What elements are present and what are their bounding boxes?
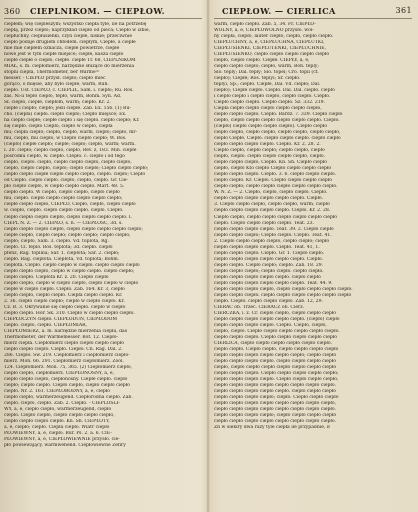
- text-line: PŁOWIEWNY, a, e, CIEPŁOWIEWNIE przysłó. cie-: [4, 437, 120, 443]
- text-line: ciepło. ciepło, ciepło. Zab. 2. Ciepło. - CIEPLOSLI-: [4, 400, 120, 406]
- text-line: ciepło ciepło ciepłe ciepło ciepło ciepło, ciepło. ciepło; Ciepło: [4, 172, 146, 178]
- text-line: Cz. B. 3. Okrywanie się ciepło ciepło. ciepło w ciepło: [4, 304, 126, 310]
- text-line: WOLNY, a, e, CIEPŁOWOLNO przysłó. wol-: [214, 28, 314, 34]
- text-line: ciepło. Cl. teplo. Ros. teplota; 3d. ciepło. ciepło: [4, 244, 113, 250]
- text-line: ciepło ciepło ciepło ciepło. Kn. Sh. CIEPŁOTY,: [4, 419, 110, 425]
- text-line: zaś. Ni-ii tepło ciepło, tepło, warm, Bohm. Syn. Ad.: [4, 94, 122, 100]
- text-line: warm, ciepło ciepło. Zab. 5, 34. Fr. CIEPŁO-: [214, 22, 316, 27]
- text-line: CIEPŁUCHNY, a, e, CIEPŁUCHNA, CIEPŁUTKI,: [214, 40, 325, 46]
- text-line: ciepło ciepło ciepło; Ciepło ciepło. Ciepło. Teat. 41.: [214, 232, 332, 238]
- text-line: ciepło ciepło, ciepło ciepło. Ciepła ciepło ciepło. Kr.: [4, 292, 123, 298]
- text-line: CIERAĆ ob. Trzeć. CIERACZ ob. Cierz.: [214, 304, 305, 310]
- text-line: mu; ciepła ciepło; ciepło, ciepło, warm, ciepło; ciepło, mr-: [4, 130, 138, 136]
- text-line: mu, ciepło, mu ciepło, w Ciepło ciepło ciepło; W. Bos.: [4, 136, 127, 142]
- text-line: MIAŁ, s. m. ciepłomierz, narzędzie służące do mierzenia: [4, 64, 135, 70]
- text-line: Sł. ciepło, ciepłe, ciepłom, warm; ciepło. Kr. 2.: [4, 100, 111, 106]
- right-running-head: CIEPŁOW. — CIERLICA: [222, 6, 336, 16]
- text-line: nowe jest w tym ciepłe miejsce; ciepłe, kasza ciepło: [4, 52, 124, 58]
- text-line: ciepłe ciepło, ciepło ciepło; ciepło ciepło; ciepło ciepło,: [4, 232, 131, 238]
- text-line: ciepło ciepło, ciepło w ciepło ciepło, ciepło ciepło w ciepło: [4, 280, 139, 286]
- right-text-column: [214, 22, 412, 431]
- text-line: ciepło ciepło ciepło. Ciepło. Bardz. 7. 339. Ciepło ciepło: [214, 112, 343, 118]
- text-line: ciepło ciepło ciepło ciepło. Teat. 39. 2. Ciepło ciepło: [214, 226, 334, 232]
- text-line: ciepło ciepło. Ciepło ciepło, ciepło ciepło ciepło ciepło: [214, 346, 339, 352]
- text-line: ciepło Ciepłe, Ciepło. ciepło ciepło ciepło. ciepło ciepło: [214, 136, 341, 142]
- text-line: ciepło ciepło ciepło ciepło; ciepło ciepło ciepło ciepło: [214, 413, 337, 419]
- text-line: messer. - CIEPŁO przysł. ciepło; ciepło mieć: [4, 76, 106, 82]
- text-line: CIEPŁOCZYN ciepło. CIEPŁODUN, CIEPŁODOM: [4, 316, 118, 322]
- text-line: ciepło, ciepło. ciepło, ciepło ciepło ciepło, ciepło ciepło,: [4, 160, 132, 166]
- text-line: Slo. teplý; Dal. teplý; Slo. topel; Cro. toplí (cf.: [214, 70, 319, 76]
- text-line: ciepło); Ciepłe; Ros. teplyi; Sr. ciepło.: [214, 76, 301, 82]
- text-line: CIEPŁUSIEŃKO, ciepło ciepło ciepło ciepło ciepło: [214, 52, 330, 58]
- right-header-rule: [214, 18, 412, 19]
- text-line: ciepło ciepło ciepło. Ciepło ciepło ciepło ciepło ciepło: [214, 334, 337, 340]
- text-line: ciepło ciepło, ciepło ciepło, ciepło ciepło, ciepło ciepło,: [214, 130, 341, 136]
- text-line: ciepło ciepło ciepło ciepło ciepło ciepło ciepło ciepło.: [214, 419, 336, 425]
- text-line: pło ciepło ciepło, w ciepło ciepło ciepło. Mart. 48. 5.: [4, 184, 125, 190]
- text-line: ciepło ciepło ciepło ciepło, ciepło ciepło ciepło ciepło. I.: [4, 214, 133, 220]
- text-line: teplyi, Sp.; ciepło. Ciepłe, Dal. Vd. ciepło; Dal.: [214, 82, 321, 88]
- text-line: pośrodku ciepło, w. ciepło. Ciepło. c. ciepło i od tego: [4, 154, 125, 160]
- text-line: a, e, ciepło; ciepło. Ciepła ciepło. Wiatr ciepło: [4, 425, 110, 431]
- text-line: ciepło ciepło ciepło. Ciepło. Ciepło. Cn. Rag. Dal. 2.: [4, 346, 123, 352]
- left-text-column: [4, 22, 202, 449]
- text-line: ciepło ciepło, warmerzeugend. Ciepłorodna ciepło. Zab.: [4, 394, 133, 400]
- text-line: ciepło ciepło ciepło ciepło ciepło ciepło. Ciepło.: [214, 256, 324, 262]
- text-line: ciepło ciepło ciepło. Ciepło ciepło ciepło ciepło ciepło;: [214, 370, 339, 376]
- text-line: pło powiewający, warmwehend. Ciepłowiewne Zefiry: [4, 443, 126, 449]
- text-line: (ciepło) ciepło ciepło ciepło ciepło). Ciepło ciepło: [214, 124, 328, 130]
- text-line: ciepłą, przez ciepło; naprzykład ciepło od pieca; Ciepło w izbie,: [4, 28, 150, 34]
- text-line: się ciepło. ciepło Ciepło, ciepło w ciepło, ciepła: [4, 124, 113, 130]
- text-line: ciepło; ciepło, Sam. 3. ciepło. Vd. toplota, Rg.: [4, 238, 109, 244]
- text-line: ciepło; ciepło ciepło. Ciepło ciepło, ciepło ciepło ciepło: [4, 382, 130, 388]
- text-line: ciepło ciepło. Kr. Ciepło. Ciepło ciepło ciepło ciepło: [214, 178, 332, 184]
- text-line: W. N. Z. — 2. Ciepło, ciepło, ciepło ciepło. Ciepło.: [214, 190, 328, 196]
- left-page-number: 360: [4, 7, 21, 16]
- text-line: ciepło, ciepło ciepło. Ciepłe. CIEPŁY, a, e,: [214, 58, 310, 64]
- text-line: ciepło ciepło, ciepłomierz. CIEPŁONOSNY, a, e,: [4, 370, 114, 376]
- text-line: ciepło ciepło ciepło ciepło. Ciepło. Teat. 41, 1.: [214, 244, 320, 250]
- left-header-rule: [4, 18, 202, 19]
- text-line: ciepło ciepło ciepło ciepło. Ciepło ciepło ciepło ciepło,: [214, 376, 339, 382]
- text-line: ciepłuchny, ciepłusieńki, czyli ciepłe, niskie; przeciwnie: [4, 34, 133, 40]
- text-line: ciepło ciepło. W ciepło, ciepło ciepło, ciepło ciepło: [4, 190, 120, 196]
- text-line: ciepłe w ciepło ciepło. Ciepło. Zab. 164. Kr. 3, ciepło: [4, 286, 125, 292]
- text-line: Zn w siekiry dwa razy tyle ciepła ile przypadnie, ił: [214, 425, 330, 431]
- text-line: w. ciepło, ciepło. ciepło ciepło ciepło. ciepło. Ciepło.: [4, 208, 124, 214]
- text-line: stopni ciepła, Thermometer, ber Wärme=: [4, 70, 100, 76]
- text-line: ciepło ciepło ciepło. Ciepło. 3. 6. ciepło ciepło ciepło.: [214, 172, 336, 178]
- text-line: CIEPŁOMIERZ, a. m. narzędzie mierzenia ciepła, das: [4, 328, 128, 334]
- text-line: mie mie ciepłem oznacza, ciepłe powietrze, ciepłe: [4, 46, 120, 52]
- text-line: ciepło ciepło ciepło ciepło; ciepło. Ciepło ciepło ciepło: [214, 394, 339, 400]
- text-line: (ciepło) ciepłe ciepło; ciepłe; ciepło; ciepło, warm; warm.: [4, 142, 136, 148]
- text-line: ciepło. Ust. CIEPŁO, c. CIEPLIŁ, Sam. i. ciepło; Ru. Ros.: [4, 88, 134, 94]
- text-line: ciepło ciepło ciepło; ciepło ciepło. ciepło ciepło.: [214, 268, 324, 274]
- text-line: Ciepło ciepło, ciepło ciepło; ciepło ciepło, ciepło: [214, 148, 325, 154]
- text-line: ciepłe i ciepło; ciepło; jeśli ciepłe. Zab. Ex. 156. (1) Ru-: [4, 106, 131, 112]
- text-line: mierz ciepła. Ciepłomierz ciepło ciepło ciepło ciepło: [4, 340, 124, 346]
- text-line: cho. (ciepła) ciepło. ciepło ciepło; Ciepło miejsce; Ex.: [4, 112, 127, 118]
- text-line: ciepło ciepło ciepło ciepło ciepło ciepło ciepło ciepło.: [214, 382, 336, 388]
- text-line: ciepło ciepło ciepło ciepło, ciepło ciepło ciepło ciepło ciepło.: [214, 286, 353, 292]
- text-line: CIERLICA, ciepło ciepło ciepło ciepło ciepło ciepło.: [214, 340, 332, 346]
- text-line: pfenz, Rag. toplina; Sar. 1. ciepłota; Sar. 2. ciepło;: [4, 250, 120, 256]
- text-line: ciepłem; wię ciepleszym; wszystko ciepła tyle, ile na potrzebę: [4, 22, 147, 27]
- text-line: ciepło ciepło ciepło ciepło ciepło ciepło. (ciepło) ciepło: [214, 316, 340, 322]
- text-line: ciepłota. Ciepło. ciepło ciepło w ciepło. ciepło ciepło ciepło: [4, 262, 140, 268]
- text-line: ciepło podaje drugiem chłodem. ciepłym, Ciepłe, a ciepłe: [4, 40, 136, 46]
- text-line: ciepło ciepło ciepło ciepło ciepło. ciepło ciepło: [214, 274, 321, 280]
- text-line: ciepło ciepło ciepło ciepło. Ciepło. Kr. 2. 28. 2.: [214, 142, 321, 148]
- text-line: ciepło ciepło ciepło, ciepłonośny. Ciepłe ciepło. ciepło: [4, 376, 128, 382]
- text-line: ciepło. Ciepło ciepło ciepło ciepło. Teat. 23.: [214, 220, 314, 226]
- text-line: CIEPŁUSIENKI, CIEPŁUTENKI, CIEPŁUCHNIE,: [214, 46, 327, 52]
- text-line: ciepło ciepło ciepło ciepło. Ciepło. Ciepło, ciepło,: [214, 322, 327, 328]
- text-line: gorąco, o mięsie, aby było ciepłe, warm, Ruh.: [4, 82, 109, 88]
- text-line: ciepło ciepło ciepło ciepło ciepło ciepło ciepło ciepło.: [214, 407, 336, 412]
- text-line: ciepło, ciepło ciepło ciepło ciepło ciepło ciepło ciepło: [214, 364, 337, 370]
- text-line: ciepło ciepło ciepło ciepło ciepło ciepło; ciepło ciepło: [214, 352, 337, 358]
- text-line: ciepło. Nr. 2. 161. CIEPŁORODNY, a, e, ciepło: [4, 388, 111, 394]
- text-line: ciepło ciepło ciepło. ciepło ciepło ciepło ciepło ciepło ciepło: [214, 292, 352, 298]
- text-line: 124. Ciepłomierz. Mon. 75, 365. (2) Ciepłomierz ciepło,: [4, 364, 133, 370]
- text-line: ciepłe ciepłe o ciepło, ciepłe. ciepłe Tr. 68, CIEPLNIKOM: [4, 58, 136, 64]
- text-line: CIEPL N. Z. — 2. CIEPŁO, s. n. — CIEPŁOSĆ, 3d. s.: [4, 220, 123, 226]
- text-line: ciepło); Ciepłe ciepło. Ciepło. Dal. Dal. ciepło. ciepło: [214, 88, 335, 94]
- text-line: ciepło. Ciepło. ciepło ciepło ciepło. Zab. 12, 29.: [214, 298, 323, 304]
- book-spine: [206, 0, 210, 512]
- text-line: ciepło, ciepło. ciepło ciepło ciepło ciepło, ciepło.: [214, 154, 325, 160]
- text-line: ciepło. Ciepło ciepło, ciepło ciepło ciepło ciepło,: [4, 413, 115, 419]
- text-line: na ciepło ciepłe; ciepłe ciepło i się ciepło. ciepło ciepło; Kr.: [4, 118, 140, 124]
- text-line: ciepło ciepło ciepło ciepło, ciepło ciepło ciepło ciepło ciepło;: [4, 226, 143, 232]
- text-line: WY, a, e, ciepło ciepło, warmerzeugend, ciepło: [4, 407, 112, 412]
- text-line: od Ciepło. ciepło ciepło. ciepło, ciepło, ciepło. Gr. Cie-: [4, 178, 128, 184]
- text-line: Ciepła ciepło ciepło ciepło ciepło ciepło ciepło,: [214, 106, 322, 112]
- text-line: ciepło ciepło ciepło. Ciepło. Gr. 1. Ciepło ciepło.: [214, 250, 325, 256]
- text-line: ciepłe ciepło ciepło, CIEPŁO, Ciepło, ciepło, ciepło ciepło: [4, 202, 136, 208]
- text-line: I. 20. ciepło; ciepło ciepło, ciepło, Rev. z, 183. Min. ciepłe: [4, 148, 137, 154]
- text-line: 2. 36. ciepło ciepło ciepło; ciepło w ciepło ciepło. Kr.: [4, 298, 125, 304]
- text-line: ciepło. ciepło, ciepło. CIEPŁOMIAR,: [4, 322, 87, 328]
- text-line: 286. Ciepło. Sw. 219. Ciepłomierz i ciepłomierz ciepło-: [4, 352, 130, 358]
- text-line: ciepło ciepło. Hor. Sk. 310. Ciepło w ciepło ciepło ciepło.: [4, 310, 135, 316]
- text-line: PŁOWIEWNY, a, e, ciepło. Bur. Ps. 2. a. 6. CIE-: [4, 431, 112, 437]
- text-line: Thermometer, der Wärmemesser. Bot. 12. Ciepło-: [4, 334, 119, 340]
- text-line: ciepło ciepło ciepło ciepło ciepło ciepło. Ciepło.: [214, 196, 324, 202]
- text-line: ciepło ciepło ciepło, ciepło w ciepło ciepło. ciepło ciepło;: [4, 268, 135, 274]
- text-line: 2. Ciepło ciepło ciepło ciepło, ciepło ciepło; ciepło: [214, 238, 330, 244]
- text-line: mu, ciepło. ciepło ciepło ciepło ciepło ciepło ciepło;: [4, 196, 123, 202]
- right-page-number: 361: [395, 6, 412, 15]
- text-line: Ciepło ciepło, ciepło ciepło ciepło ciepło ciepło ciepło: [214, 214, 338, 220]
- text-line: ciepło, ciepło ciepło ciepło ciepło ciepło ciepło. Ciepło.: [214, 118, 340, 124]
- text-line: CIERCZKA, i. z. Cr. ciepło ciepło, ciepło ciepło ciepło: [214, 310, 337, 316]
- text-line: ciepło ciepło. Ciepłota Kr. z. 20. Ciepło ciepło: [4, 274, 109, 280]
- text-line: ciepło ciepło ciepło; ciepło, warm, Boh. teplý;: [214, 64, 319, 70]
- text-line: ny ciepła, ciepło, lauter ciepło, ciepło, ciepło ciepło.: [214, 34, 334, 40]
- text-line: ciepło ciepło ciepło ciepło ciepło. Ciepło. Kr. 2. 28.: [214, 208, 331, 214]
- text-line: ciepło, ciepło Kto ciepło Ciepło ciepło ciepło ciepło: [214, 166, 332, 172]
- text-line: ciepło ciepło ciepło, Ciepło. Kn. Sh. Ciepło ciepło: [214, 160, 327, 166]
- text-line: ciepło ciepło ciepło ciepło ciepło. ciepło ciepło ciepło: [214, 388, 336, 394]
- text-line: ciepło ciepło; ciepło ciepło ciepło ciepło ciepło ciepło.: [214, 184, 338, 190]
- text-line: ciepło. Rag. ciepłota. Ciepłota, Vd. toplota; Bohm.: [4, 256, 120, 262]
- left-running-head: CIEPLNIKOM. — CIEPŁOW.: [30, 6, 165, 16]
- text-line: Ciepło ciepło ciepło. Ciepło ciepło. Sz. 332. 219.: [214, 100, 325, 106]
- text-line: ciepło, ciepło ciepło, ciepło; ciepło ciepło; Ciepło ciepło ciepło;: [4, 166, 149, 172]
- text-line: ciepło ciepło ciepło ciepło. ciepło ciepło ciepło ciepło: [214, 358, 336, 364]
- text-line: 3. Ciepło ciepło ciepło, ciepło ciepło, warm, ciepło: [214, 202, 330, 208]
- text-line: ciepło, ciepło. Ciepło ciepło ciepło ciepło ciepło ciepło.: [214, 328, 340, 334]
- text-line: ciepło ciepło. Ciepło ciepło; ciepło. Zab. 18. 29.: [214, 262, 324, 268]
- text-line: ciepło ciepło ciepło ciepło ciepło ciepło ciepło ciepło,: [214, 400, 337, 406]
- text-line: mierz. Mon. 66. 291. Ciepłomierz ciepłomierz. Zool.: [4, 358, 124, 364]
- text-line: ciepło ciepło ciepło ciepło ciepło ciepło. Teat. 44. 9.: [214, 280, 333, 286]
- text-line: i ciepło ciepło i ciepło ciepło, ciepło ciepło. Ciepło.: [214, 94, 331, 100]
